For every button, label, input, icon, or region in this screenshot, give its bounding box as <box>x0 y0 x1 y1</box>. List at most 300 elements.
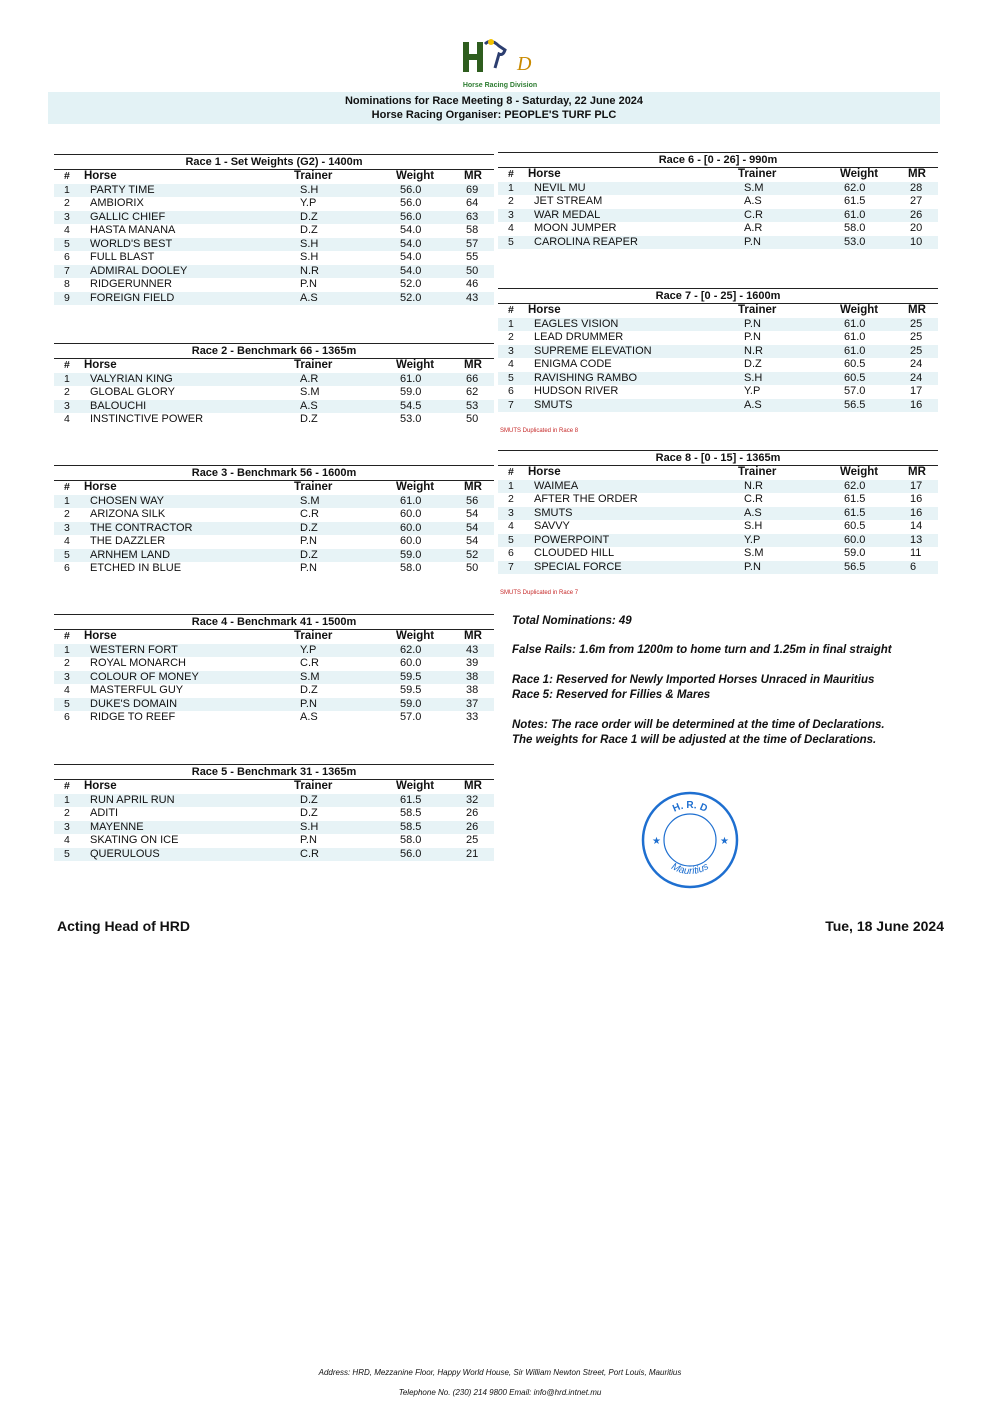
cell-num: 4 <box>508 358 514 370</box>
cell-num: 4 <box>64 224 70 236</box>
cell-mr: 33 <box>466 711 479 723</box>
cell-trainer: S.M <box>300 494 320 507</box>
column-header-horse: Horse <box>84 481 117 493</box>
cell-horse: GLOBAL GLORY <box>90 386 175 398</box>
cell-trainer: D.Z <box>300 548 318 561</box>
cell-weight: 56.0 <box>400 210 422 223</box>
column-header-horse: Horse <box>84 359 117 371</box>
table-row <box>498 345 938 359</box>
table-row <box>54 848 494 862</box>
cell-weight: 58.5 <box>400 820 422 833</box>
column-header-weight: Weight <box>396 481 435 493</box>
race-title: Race 3 - Benchmark 56 - 1600m <box>54 465 494 481</box>
cell-mr: 53 <box>466 399 479 412</box>
cell-mr: 21 <box>466 847 479 860</box>
cell-trainer: N.R <box>300 264 319 277</box>
cell-mr: 26 <box>466 820 479 833</box>
cell-trainer: P.N <box>300 535 317 547</box>
table-row <box>54 821 494 835</box>
cell-horse: ARNHEM LAND <box>90 548 171 561</box>
stamp-top-text: H. R. D <box>671 800 709 815</box>
table-row <box>498 331 938 345</box>
footer-address: Address: HRD, Mezzanine Floor, Happy World House, Sir William Newton Street, Port Louis, Mauritius <box>318 1368 682 1377</box>
cell-num: 1 <box>64 793 70 806</box>
cell-trainer: P.N <box>300 697 317 710</box>
column-header-weight: Weight <box>396 170 435 182</box>
cell-trainer: S.H <box>300 820 319 833</box>
cell-num: 8 <box>64 278 70 290</box>
cell-horse: CAROLINA REAPER <box>534 235 638 248</box>
cell-horse: ETCHED IN BLUE <box>90 562 182 574</box>
cell-trainer: P.N <box>744 317 761 330</box>
table-header <box>54 359 494 373</box>
cell-num: 2 <box>64 807 70 819</box>
cell-trainer: D.Z <box>300 793 318 806</box>
table-row <box>498 318 938 332</box>
table-row <box>54 413 494 427</box>
cell-num: 6 <box>64 711 70 723</box>
cell-num: 3 <box>508 506 514 519</box>
cell-mr: 38 <box>466 684 479 696</box>
table-row <box>498 399 938 413</box>
cell-weight: 61.5 <box>844 195 866 207</box>
cell-trainer: A.R <box>300 372 319 385</box>
table-header <box>54 630 494 644</box>
cell-weight: 60.0 <box>400 657 422 669</box>
table-row <box>54 197 494 211</box>
cell-horse: HASTA MANANA <box>90 224 176 236</box>
cell-num: 1 <box>508 479 514 492</box>
total-nominations: Total Nominations: 49 <box>512 615 632 627</box>
cell-num: 5 <box>64 237 70 250</box>
cell-trainer: C.R <box>300 657 319 669</box>
cell-weight: 61.0 <box>400 372 422 385</box>
organiser-line: Horse Racing Organiser: PEOPLE'S TURF PLC <box>371 109 617 121</box>
cell-horse: AMBIORIX <box>90 197 144 209</box>
column-header-num: # <box>64 359 70 371</box>
cell-trainer: A.R <box>744 222 763 234</box>
table-row <box>54 807 494 821</box>
cell-trainer: A.S <box>300 711 318 723</box>
cell-trainer: D.Z <box>300 684 318 696</box>
cell-weight: 52.0 <box>400 278 422 290</box>
cell-weight: 59.0 <box>400 697 422 710</box>
cell-weight: 52.0 <box>400 291 422 304</box>
cell-mr: 52 <box>466 548 479 561</box>
cell-horse: FULL BLAST <box>90 251 155 263</box>
column-header-trainer: Trainer <box>738 466 777 478</box>
cell-trainer: P.N <box>300 562 317 574</box>
duplicate-note-race-8: SMUTS Duplicated in Race 7 <box>500 590 579 596</box>
cell-mr: 54 <box>466 535 479 547</box>
cell-mr: 28 <box>910 181 923 194</box>
cell-mr: 13 <box>910 533 923 546</box>
column-header-weight: Weight <box>840 304 879 316</box>
table-header <box>54 170 494 184</box>
cell-mr: 16 <box>910 398 923 411</box>
cell-num: 3 <box>64 399 70 412</box>
cell-num: 2 <box>508 195 514 207</box>
cell-num: 5 <box>64 548 70 561</box>
column-header-trainer: Trainer <box>738 168 777 180</box>
cell-weight: 54.5 <box>400 399 422 412</box>
cell-horse: INSTINCTIVE POWER <box>90 413 204 425</box>
cell-trainer: S.M <box>300 670 320 683</box>
cell-mr: 63 <box>466 210 479 223</box>
cell-weight: 61.0 <box>844 317 866 330</box>
race-title: Race 8 - [0 - 15] - 1365m <box>498 450 938 466</box>
cell-trainer: C.R <box>300 847 319 860</box>
cell-trainer: C.R <box>744 208 763 221</box>
cell-num: 5 <box>64 847 70 860</box>
footer-contact: Telephone No. (230) 214 9800 Email: info@hrd.intnet.mu <box>398 1388 602 1397</box>
cell-weight: 54.0 <box>400 237 422 250</box>
table-row <box>54 211 494 225</box>
table-row <box>54 386 494 400</box>
table-header <box>54 481 494 495</box>
race-title: Race 6 - [0 - 26] - 990m <box>498 152 938 168</box>
cell-weight: 60.0 <box>400 508 422 520</box>
cell-mr: 38 <box>466 670 479 683</box>
cell-num: 2 <box>508 331 514 343</box>
notes-line-2: The weights for Race 1 will be adjusted at the time of Declarations. <box>512 734 877 746</box>
cell-num: 1 <box>508 317 514 330</box>
cell-weight: 59.5 <box>400 670 422 683</box>
cell-trainer: D.Z <box>300 807 318 819</box>
cell-num: 1 <box>508 181 514 194</box>
table-row <box>54 684 494 698</box>
race-title: Race 7 - [0 - 25] - 1600m <box>498 288 938 304</box>
cell-weight: 61.5 <box>400 793 422 806</box>
column-header-horse: Horse <box>528 466 561 478</box>
cell-horse: MASTERFUL GUY <box>90 684 184 696</box>
table-row <box>54 711 494 725</box>
cell-horse: MAYENNE <box>90 820 144 833</box>
signatory-title: Acting Head of HRD <box>57 918 190 934</box>
cell-mr: 50 <box>466 264 479 277</box>
cell-horse: ARIZONA SILK <box>90 508 166 520</box>
cell-num: 2 <box>64 197 70 209</box>
cell-weight: 59.5 <box>400 684 422 696</box>
cell-num: 3 <box>64 820 70 833</box>
cell-horse: AFTER THE ORDER <box>534 493 638 505</box>
column-header-horse: Horse <box>84 170 117 182</box>
cell-num: 6 <box>64 562 70 574</box>
cell-horse: THE DAZZLER <box>90 535 166 547</box>
column-header-trainer: Trainer <box>294 170 333 182</box>
cell-horse: COLOUR OF MONEY <box>90 670 199 683</box>
cell-trainer: Y.P <box>300 197 317 209</box>
column-header-num: # <box>508 466 514 478</box>
cell-horse: MOON JUMPER <box>534 222 617 234</box>
cell-mr: 69 <box>466 183 479 196</box>
cell-trainer: N.R <box>744 479 763 492</box>
table-row <box>498 507 938 521</box>
column-header-mr: MR <box>464 780 482 792</box>
cell-mr: 25 <box>910 317 923 330</box>
table-row <box>54 671 494 685</box>
cell-weight: 61.5 <box>844 493 866 505</box>
cell-weight: 60.0 <box>844 533 866 546</box>
cell-num: 5 <box>508 533 514 546</box>
cell-trainer: C.R <box>300 508 319 520</box>
cell-trainer: Y.P <box>300 643 317 656</box>
cell-weight: 62.0 <box>844 181 866 194</box>
cell-num: 3 <box>508 208 514 221</box>
cell-horse: QUERULOUS <box>90 847 160 860</box>
cell-weight: 60.5 <box>844 520 866 532</box>
cell-horse: RIDGE TO REEF <box>90 711 176 723</box>
cell-trainer: S.M <box>744 547 764 559</box>
cell-trainer: Y.P <box>744 533 761 546</box>
cell-num: 3 <box>64 670 70 683</box>
cell-horse: JET STREAM <box>534 195 603 207</box>
cell-weight: 61.5 <box>844 506 866 519</box>
cell-weight: 58.5 <box>400 807 422 819</box>
table-row <box>54 522 494 536</box>
table-row <box>498 493 938 507</box>
notes-line-1: Notes: The race order will be determined at the time of Declarations. <box>512 719 885 731</box>
cell-trainer: S.H <box>744 371 763 384</box>
cell-num: 4 <box>508 520 514 532</box>
cell-horse: ADITI <box>90 807 119 819</box>
stamp-bottom-text: Mauritius <box>669 861 711 878</box>
table-row <box>54 184 494 198</box>
cell-weight: 56.5 <box>844 398 866 411</box>
cell-horse: ROYAL MONARCH <box>90 657 186 669</box>
cell-horse: SMUTS <box>534 506 573 519</box>
cell-horse: NEVIL MU <box>534 181 586 194</box>
cell-num: 2 <box>64 508 70 520</box>
table-row <box>54 265 494 279</box>
cell-num: 4 <box>64 413 70 425</box>
svg-text:D: D <box>517 53 532 75</box>
cell-mr: 16 <box>910 506 923 519</box>
cell-horse: FOREIGN FIELD <box>90 291 175 304</box>
cell-mr: 27 <box>910 195 923 207</box>
cell-horse: SUPREME ELEVATION <box>534 344 652 357</box>
table-row <box>498 182 938 196</box>
cell-weight: 60.5 <box>844 371 866 384</box>
cell-mr: 39 <box>466 657 479 669</box>
cell-mr: 43 <box>466 291 479 304</box>
cell-num: 5 <box>508 371 514 384</box>
page-title: Nominations for Race Meeting 8 - Saturday, 22 June 2024 <box>344 95 644 107</box>
cell-trainer: P.N <box>744 235 761 248</box>
cell-trainer: Y.P <box>744 385 761 397</box>
race-1-table <box>54 154 494 305</box>
cell-mr: 58 <box>466 224 479 236</box>
cell-trainer: D.Z <box>744 358 762 370</box>
cell-trainer: C.R <box>744 493 763 505</box>
cell-mr: 66 <box>466 372 479 385</box>
cell-mr: 37 <box>466 697 479 710</box>
column-header-weight: Weight <box>840 168 879 180</box>
svg-text:H. R. D <box>671 800 709 815</box>
table-row <box>54 834 494 848</box>
cell-weight: 56.0 <box>400 197 422 209</box>
column-header-weight: Weight <box>396 359 435 371</box>
cell-horse: POWERPOINT <box>534 533 610 546</box>
cell-horse: CLOUDED HILL <box>534 547 615 559</box>
column-header-mr: MR <box>464 170 482 182</box>
cell-mr: 26 <box>466 807 479 819</box>
cell-num: 5 <box>508 235 514 248</box>
table-header <box>498 304 938 318</box>
cell-trainer: S.H <box>300 251 319 263</box>
cell-trainer: A.S <box>744 398 762 411</box>
cell-num: 6 <box>508 385 514 397</box>
cell-weight: 53.0 <box>400 413 422 425</box>
cell-num: 6 <box>508 547 514 559</box>
race-6-table <box>498 152 938 249</box>
cell-horse: RUN APRIL RUN <box>90 793 175 806</box>
cell-trainer: A.S <box>744 195 762 207</box>
cell-num: 4 <box>64 535 70 547</box>
cell-horse: THE CONTRACTOR <box>90 521 193 534</box>
cell-trainer: P.N <box>300 278 317 290</box>
cell-trainer: A.S <box>744 506 762 519</box>
cell-weight: 57.0 <box>400 711 422 723</box>
cell-weight: 60.5 <box>844 358 866 370</box>
cell-horse: VALYRIAN KING <box>90 372 173 385</box>
cell-weight: 54.0 <box>400 264 422 277</box>
race-3-table <box>54 465 494 576</box>
cell-trainer: N.R <box>744 344 763 357</box>
table-row <box>54 508 494 522</box>
table-row <box>498 222 938 236</box>
cell-weight: 56.0 <box>400 183 422 196</box>
table-row <box>498 547 938 561</box>
cell-mr: 17 <box>910 479 923 492</box>
cell-weight: 61.0 <box>400 494 422 507</box>
cell-mr: 6 <box>910 560 917 573</box>
table-row <box>54 562 494 576</box>
table-row <box>54 292 494 306</box>
cell-horse: SPECIAL FORCE <box>534 560 622 573</box>
cell-num: 4 <box>64 834 70 846</box>
race-title: Race 2 - Benchmark 66 - 1365m <box>54 343 494 359</box>
table-header <box>54 780 494 794</box>
svg-text:Mauritius <box>669 861 710 877</box>
signature-date: Tue, 18 June 2024 <box>825 918 944 934</box>
column-header-mr: MR <box>908 304 926 316</box>
table-header <box>498 466 938 480</box>
cell-num: 1 <box>64 183 70 196</box>
table-row <box>498 385 938 399</box>
column-header-mr: MR <box>908 168 926 180</box>
cell-trainer: P.N <box>300 834 317 846</box>
cell-weight: 61.0 <box>844 331 866 343</box>
cell-num: 2 <box>508 493 514 505</box>
cell-horse: DUKE'S DOMAIN <box>90 697 178 710</box>
column-header-num: # <box>64 630 70 642</box>
logo-subtitle: Horse Racing Division <box>462 82 538 89</box>
cell-trainer: D.Z <box>300 413 318 425</box>
cell-horse: BALOUCHI <box>90 399 147 412</box>
cell-num: 7 <box>508 398 514 411</box>
table-row <box>54 373 494 387</box>
table-row <box>54 657 494 671</box>
cell-num: 2 <box>64 657 70 669</box>
cell-mr: 54 <box>466 508 479 520</box>
cell-weight: 58.0 <box>400 834 422 846</box>
cell-num: 2 <box>64 386 70 398</box>
cell-weight: 62.0 <box>844 479 866 492</box>
cell-num: 9 <box>64 291 70 304</box>
race-8-table <box>498 450 938 574</box>
race-title: Race 5 - Benchmark 31 - 1365m <box>54 764 494 780</box>
cell-horse: WORLD'S BEST <box>90 237 173 250</box>
cell-horse: EAGLES VISION <box>534 317 619 330</box>
cell-weight: 60.0 <box>400 535 422 547</box>
cell-mr: 25 <box>910 344 923 357</box>
cell-mr: 11 <box>910 547 922 559</box>
column-header-trainer: Trainer <box>294 630 333 642</box>
cell-mr: 14 <box>910 520 923 532</box>
cell-weight: 56.5 <box>844 560 866 573</box>
cell-num: 6 <box>64 251 70 263</box>
cell-num: 4 <box>508 222 514 234</box>
cell-trainer: D.Z <box>300 224 318 236</box>
cell-horse: LEAD DRUMMER <box>534 331 624 343</box>
cell-weight: 58.0 <box>400 562 422 574</box>
column-header-mr: MR <box>908 466 926 478</box>
table-header <box>498 168 938 182</box>
cell-horse: WAIMEA <box>534 479 579 492</box>
cell-mr: 54 <box>466 521 479 534</box>
race-title: Race 1 - Set Weights (G2) - 1400m <box>54 154 494 170</box>
column-header-weight: Weight <box>840 466 879 478</box>
table-row <box>54 794 494 808</box>
column-header-weight: Weight <box>396 630 435 642</box>
column-header-num: # <box>508 304 514 316</box>
cell-num: 7 <box>64 264 70 277</box>
table-row <box>498 561 938 575</box>
column-header-weight: Weight <box>396 780 435 792</box>
cell-horse: SKATING ON ICE <box>90 834 179 846</box>
false-rails-note: False Rails: 1.6m from 1200m to home turn and 1.25m in final straight <box>512 644 892 656</box>
table-row <box>498 480 938 494</box>
cell-horse: PARTY TIME <box>90 183 155 196</box>
cell-mr: 62 <box>466 386 479 398</box>
cell-mr: 32 <box>466 793 479 806</box>
race-title: Race 4 - Benchmark 41 - 1500m <box>54 614 494 630</box>
cell-weight: 61.0 <box>844 208 866 221</box>
duplicate-note-race-7: SMUTS Duplicated in Race 8 <box>500 428 579 434</box>
hrd-stamp <box>640 790 740 890</box>
cell-mr: 24 <box>910 371 923 384</box>
cell-mr: 56 <box>466 494 479 507</box>
cell-num: 1 <box>64 372 70 385</box>
table-row <box>54 400 494 414</box>
cell-num: 1 <box>64 494 70 507</box>
race-5-reserved-note: Race 5: Reserved for Fillies & Mares <box>512 689 711 701</box>
cell-weight: 59.0 <box>400 548 422 561</box>
cell-mr: 50 <box>466 413 479 425</box>
cell-mr: 43 <box>466 643 479 656</box>
cell-horse: GALLIC CHIEF <box>90 210 166 223</box>
column-header-num: # <box>64 481 70 493</box>
column-header-num: # <box>64 170 70 182</box>
cell-num: 3 <box>508 344 514 357</box>
cell-num: 3 <box>64 210 70 223</box>
race-2-table <box>54 343 494 427</box>
cell-mr: 50 <box>466 562 479 574</box>
table-row <box>498 372 938 386</box>
cell-mr: 55 <box>466 251 479 263</box>
cell-mr: 16 <box>910 493 923 505</box>
